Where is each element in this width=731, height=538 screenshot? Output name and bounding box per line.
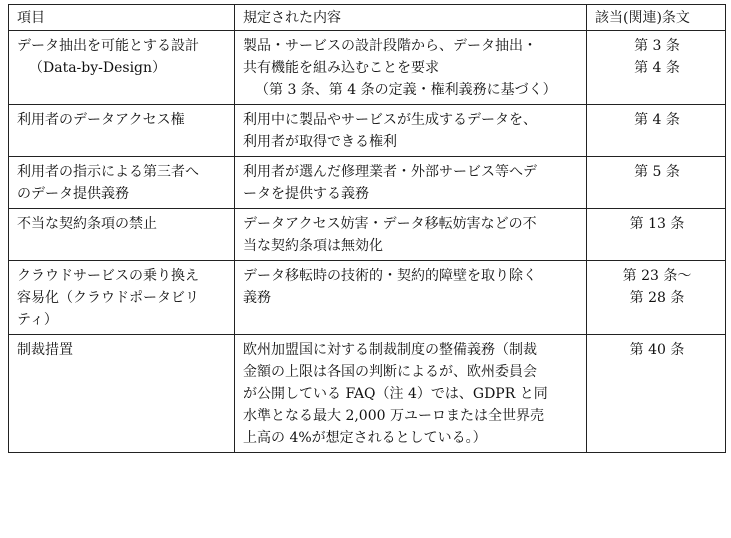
content-line: 利用者が選んだ修理業者・外部サービス等へデ [243, 164, 537, 180]
item-line: 利用者の指示による第三者へ [17, 164, 199, 180]
item-line: のデータ提供義務 [17, 186, 129, 202]
article-cell [587, 209, 726, 261]
content-cell [235, 261, 587, 335]
table-row [9, 261, 726, 335]
header-item: 項目 [9, 5, 235, 31]
article-cell [587, 105, 726, 157]
content-cell [235, 209, 587, 261]
item-cell [9, 209, 235, 261]
header-content: 規定された内容 [235, 5, 587, 31]
content-line: 利用者が取得できる権利 [243, 134, 397, 150]
content-cell [235, 335, 587, 453]
content-line: 上高の 4%が想定されるとしている。） [243, 430, 487, 446]
table-row [9, 209, 726, 261]
article-cell [587, 157, 726, 209]
content-line: 当な契約条項は無効化 [243, 238, 383, 254]
article-line: 第 13 条 [629, 216, 685, 232]
article-cell [587, 335, 726, 453]
table-row [9, 31, 726, 105]
article-line: 第 4 条 [634, 112, 680, 128]
item-cell [9, 157, 235, 209]
table-row [9, 105, 726, 157]
article-cell [587, 261, 726, 335]
content-line: 義務 [243, 290, 271, 306]
content-line: 欧州加盟国に対する制裁制度の整備義務（制裁 [243, 342, 537, 358]
item-line: ティ） [17, 312, 58, 328]
item-line: 制裁措置 [17, 342, 73, 358]
item-cell [9, 261, 235, 335]
content-line: 製品・サービスの設計段階から、データ抽出・ [243, 38, 537, 54]
content-line: （第 3 条、第 4 条の定義・権利義務に基づく） [255, 82, 557, 98]
article-cell [587, 31, 726, 105]
article-line: 第 23 条～ [622, 268, 692, 284]
item-cell [9, 335, 235, 453]
article-line: 第 28 条 [629, 290, 685, 306]
item-cell [9, 105, 235, 157]
table-row [9, 157, 726, 209]
table-header-row [9, 5, 726, 31]
item-line: 不当な契約条項の禁止 [17, 216, 157, 232]
content-line: 利用中に製品やサービスが生成するデータを、 [243, 112, 537, 128]
table-row [9, 335, 726, 453]
article-line: 第 5 条 [634, 164, 680, 180]
item-line: 利用者のデータアクセス権 [17, 112, 185, 128]
content-line: 共有機能を組み込むことを要求 [243, 60, 439, 76]
provisions-table [8, 4, 726, 453]
item-line: （Data-by-Design） [29, 60, 167, 76]
content-cell [235, 157, 587, 209]
content-cell [235, 105, 587, 157]
content-line: ータを提供する義務 [243, 186, 369, 202]
content-line: が公開している FAQ（注 4）では、GDPR と同 [243, 386, 548, 402]
content-line: 水準となる最大 2,000 万ユーロまたは全世界売 [243, 408, 544, 424]
article-line: 第 40 条 [629, 342, 685, 358]
content-line: データアクセス妨害・データ移転妨害などの不 [243, 216, 537, 232]
item-line: 容易化（クラウドポータビリ [17, 290, 199, 306]
content-line: データ移転時の技術的・契約的障壁を取り除く [243, 268, 537, 284]
item-cell [9, 31, 235, 105]
item-line: データ抽出を可能とする設計 [17, 38, 199, 54]
content-line: 金額の上限は各国の判断によるが、欧州委員会 [243, 364, 537, 380]
item-line: クラウドサービスの乗り換え [17, 268, 199, 284]
article-line: 第 4 条 [634, 60, 680, 76]
article-line: 第 3 条 [634, 38, 680, 54]
header-article: 該当(関連)条文 [587, 5, 726, 31]
content-cell [235, 31, 587, 105]
